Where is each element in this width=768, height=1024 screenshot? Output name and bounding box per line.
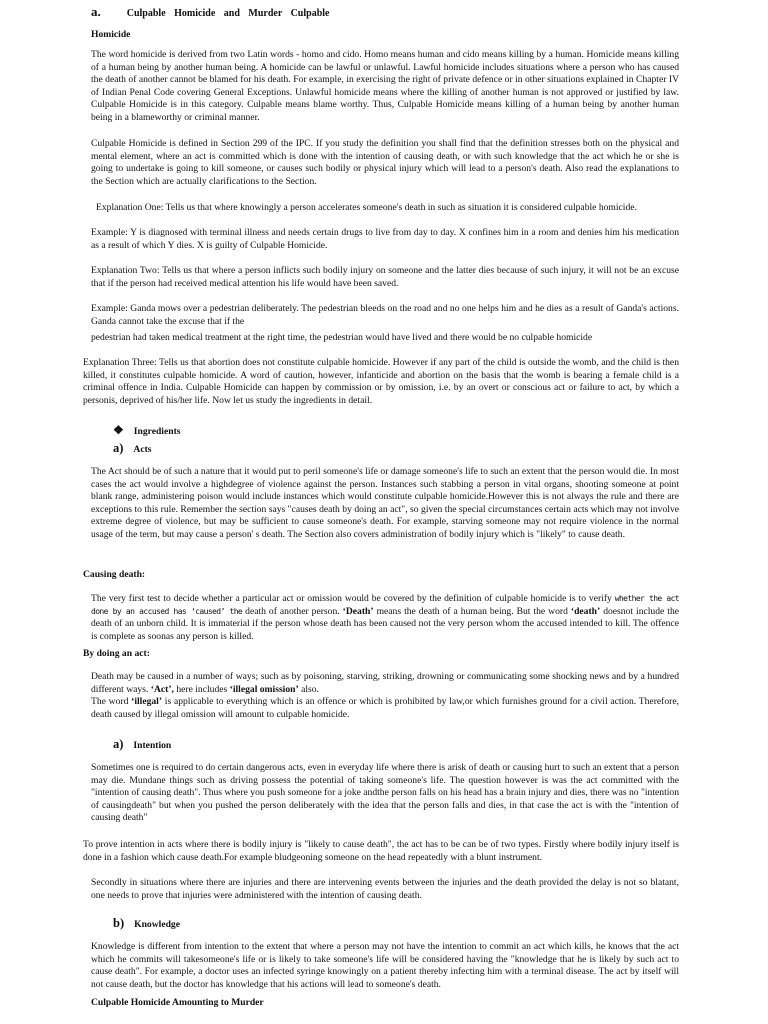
homicide-paragraph-1: The word homicide is derived from two Latin words - homo and cido. Homo means human and cido means killing by a human. Homicide means killing of a human being by another human being. A homicide can be lawful or unlawful. Lawful homicide includes situations where a person who has caused the death of another cannot be blamed for his death. For example, in exercising the right of private defence or in other situations explained in Chapter IV of Indian Penal Code covering General Exceptions. Unlawful homicide means where the killing of another human is not approved or justified by law. Culpable Homicide is in this category. Culpable means blame worthy. Thus, Culpable Homicide means killing of a human being by another human being in a blameworthy or criminal manner. xyxy=(91,49,679,123)
ingredients-heading: Ingredients xyxy=(133,426,181,437)
acts-paragraph: The Act should be of such a nature that it would put to peril someone's life or damage someone's life to such an extent that the person would die. In most cases the act would involve a highdegree of violence against the person. Instances such stabbing a person in vital organs, shooting someone at point blank range, administering poison would include instances which would constitute culpable homicide.However this is not always the rule and there are exceptions to this rule. Remember the section says "causes death by doing an act", so given the special circumstances certain acts which may not involve extreme degree of violence, but may be sufficient to cause someone's death. For example, starving someone may not require violence in the normal usage of the term, but may cause a person' s death. The Section also covers administration of bodily injury which is "likely" to cause death. xyxy=(91,466,679,540)
explanation-two: Explanation Two: Tells us that where a person inflicts such bodily injury on someone and the latter dies because of such injury, it will not be an excuse that if the person had received medical attention his life would have been saved. xyxy=(91,265,679,289)
explanation-three: Explanation Three: Tells us that abortion does not constitute culpable homicide. However if any part of the child is outside the womb, and the child is then killed, it constitutes culpable homicide. A word of caution, however, infanticide and abortion on the basis that the womb is bearing a female child is a criminal offence in India. Culpable Homicide can happen by commission or by omission, i.e. by an overt or conscious act or failure to act, by which a personis, deprived of his/her life. Now let us study the ingredients in detail. xyxy=(83,357,679,406)
acts-marker: a) xyxy=(113,441,124,455)
diamond-bullet-icon: ❖ xyxy=(113,423,124,437)
knowledge-paragraph: Knowledge is different from intention to the extent that where a person may not have the intention to commit an act which kills, he knows that the act which he commits will takesomeone's life or is likely to take someone's life will be considered having the "knowledge that he is likely by such act to cause death". For example, a doctor uses an infected syringe knowingly on a patient thereby infecting him with a terminal disease. The act by itself will not cause death, but the doctor has knowledge that his actions will lead to someone's death. xyxy=(91,941,679,990)
by-act-text-8: is applicable to everything which is an offence or which is prohibited by law,or which furnishes ground for a civil action. Therefore, death caused by illegal omission will amount to culpable homicide. xyxy=(91,696,679,720)
causing-death-text-3: death of another person. xyxy=(245,605,340,617)
causing-death-text-2: whether the act done by an accused has ‘caused’ the xyxy=(91,594,680,616)
causing-death-text-7: doesnot include the death of an unborn child. It is immaterial if the person whose death has been caused not the very person whom the accused intended to kill. The offence is complete as soonas any person is killed. xyxy=(91,605,679,642)
knowledge-heading: Knowledge xyxy=(134,919,180,930)
by-act-text-3: here includes xyxy=(176,683,228,695)
explanation-one: Explanation One: Tells us that where knowingly a person accelerates someone's death in such as situation it is considered culpable homicide. xyxy=(96,202,637,213)
intention-paragraph-2: To prove intention in acts where there is bodily injury is "likely to cause death", the act has to be can be of two types. Firstly where bodily injury itself is done in a fashion which cause death.For example bludgeoning someone on the head repeatedly with a blunt instrument. xyxy=(83,839,679,863)
ingredients-heading-row xyxy=(113,424,181,439)
example-two: Example: Ganda mows over a pedestrian deliberately. The pedestrian bleeds on the road and no one helps him and he dies as a result of Ganda's actions. Ganda cannot take the excuse that if the xyxy=(91,303,679,327)
intention-paragraph-3: Secondly in situations where there are injuries and there are intervening events between the injuries and the death provided the delay is not so blatant, one needs to prove that injuries were administered with the intention of causing death. xyxy=(91,877,679,901)
title-text: Culpable Homicide and Murder Culpable xyxy=(126,8,330,19)
by-act-bold-illegal-omission: ‘illegal omission’ xyxy=(229,683,299,695)
example-one: Example: Y is diagnosed with terminal illness and needs certain drugs to live from day to day. X confines him in a room and denies him his medication as a result of which Y dies. X is guilty of Culpable Homicide. xyxy=(91,227,679,251)
title-letter: a. xyxy=(91,4,101,19)
by-doing-an-act-paragraph xyxy=(91,671,679,721)
intention-heading-row xyxy=(113,738,171,753)
page-title xyxy=(91,6,329,21)
homicide-heading: Homicide xyxy=(91,29,131,40)
knowledge-heading-row xyxy=(113,917,180,932)
causing-death-paragraph xyxy=(91,593,679,643)
intention-marker: a) xyxy=(113,737,124,751)
acts-heading-row xyxy=(113,442,152,457)
knowledge-marker: b) xyxy=(113,916,125,930)
causing-death-text-1: The very first test to decide whether a particular act or omission would be covered by the definition of culpable homicide is to verify xyxy=(91,593,612,604)
causing-death-text-5: means the death of a human being. But the word xyxy=(376,605,568,617)
by-act-text-6: The word xyxy=(91,696,129,708)
by-doing-an-act-heading: By doing an act: xyxy=(83,648,150,659)
acts-heading: Acts xyxy=(133,444,152,455)
homicide-paragraph-2: Culpable Homicide is defined in Section 299 of the IPC. If you study the definition you shall find that the definition stresses both on the physical and mental element, where an act is committed which is done with the intention of causing death, or with such knowledge that the act which he or she is going to undertake is going to kill someone, or causes such bodily or physical injury which will lead to a person's death. Also read the explanations to the Section which are actually clarifications to the Section. xyxy=(91,138,679,187)
causing-death-bold-death: ‘Death’ xyxy=(342,605,374,617)
by-act-text-1: Death may be caused in a number of ways; such as by poisoning, starving, striking, drowning or communicating some shocking news and by a hundred different ways. xyxy=(91,671,679,695)
causing-death-heading: Causing death: xyxy=(83,569,146,580)
by-act-bold-act: ‘Act’, xyxy=(150,683,174,695)
causing-death-bold-death-2: ‘death’ xyxy=(570,605,601,617)
by-act-text-5: also. xyxy=(301,683,319,695)
example-two-continued: pedestrian had taken medical treatment at the right time, the pedestrian would have lived and there would be no culpable homicide xyxy=(91,332,593,343)
intention-heading: Intention xyxy=(133,740,172,751)
intention-paragraph-1: Sometimes one is required to do certain dangerous acts, even in everyday life where there is arisk of death or causing hurt to such an extent that a person may die. Mundane things such as driving possess the potential of taking someone's life. The question however is was the act committed with the "intention of causing death". Thus where you push someone for a joke andthe person falls on his head has a brain injury and dies, there was no "intention of causingdeath" but when you pushed the person deliberately with the idea that the person falls and dies, in that case the act is with the "intention of causing death" xyxy=(91,762,679,824)
culpable-homicide-amounting-to-murder-heading: Culpable Homicide Amounting to Murder xyxy=(91,997,264,1008)
by-act-bold-illegal: ‘illegal’ xyxy=(131,696,163,708)
